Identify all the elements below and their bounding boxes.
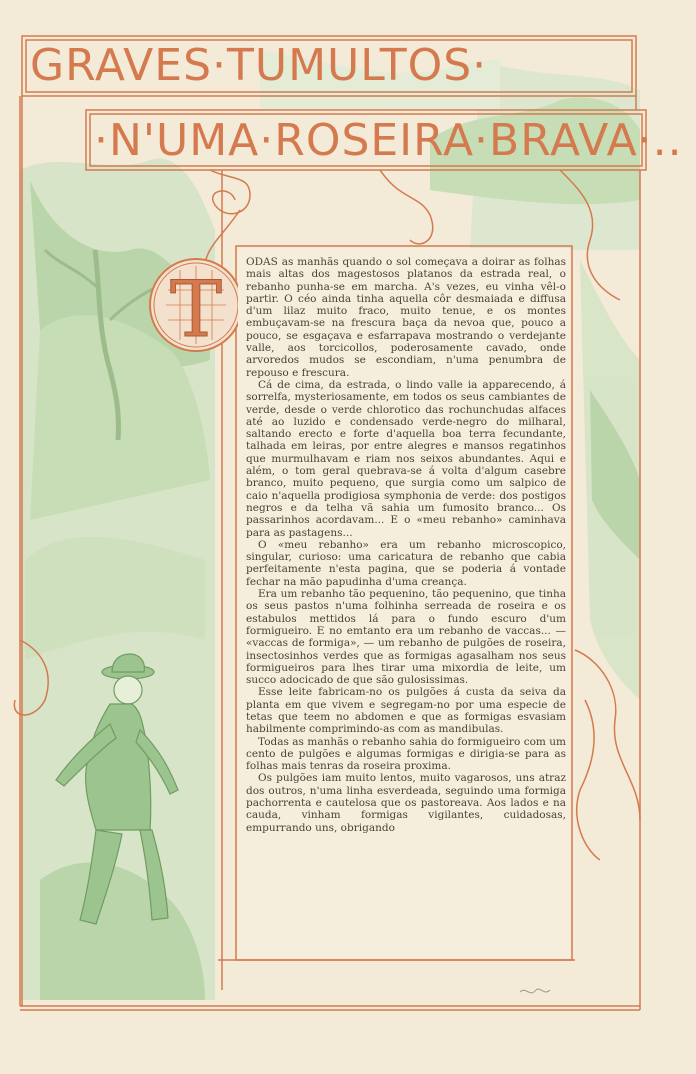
paragraph-5: Esse leite fabricam-no os pulgões á custa da seiva da planta em que vivem e segregam-no por uma especie de tetas que teem no abdomen e que as formigas esvasiam habilmente comprimindo-as com as mandibulas. (246, 686, 566, 736)
paragraph-1: ODAS as manhãs quando o sol começava a doirar as folhas mais altas dos magestosos platanos da estrada real, o rebanho punha-se em marcha. A's vezes, eu vinha vêl-o partir. O céo ainda tinha aquella côr desmaiada e diffusa d'um lilaz muito fraco, muito tenue, e os montes embuçavam-se na frescura baça da nevoa que, pouco a pouco, se esgaçava e esfarrapava mostrando o verdejante valle, aos torcicollos, poderosamente cavado, onde arvoredos mudos se escondiam, n'uma penumbra de repouso e frescura. (246, 256, 566, 379)
title-line-2: ·N'UMA·ROSEIRA·BRAVA·.. (94, 115, 683, 166)
artist-signature (520, 989, 550, 993)
drop-cap-T (150, 260, 242, 356)
paragraph-3: O «meu rebanho» era um rebanho microscopico, singular, curioso: uma caricatura de rebanho que cabia perfeitamente n'esta pagina, que se poderia á vontade fechar na mão papudinha d'uma creança. (246, 538, 566, 588)
article-body (246, 256, 566, 956)
paragraph-2: Cá de cima, da estrada, o lindo valle ia apparecendo, á sorrelfa, mysteriosamente, em todos os seus cambiantes de verde, desde o verde chlorotico das rochunchudas alfaces até ao luzido e condensado verde-negro do milharal, saltando erecto e forte d'aquella boa terra fecundante, talhada em leiras, por entre alegres e mansos regatinhos que murmulhavam e riam nos seixos abundantes. Aqui e além, o tom geral quebrava-se á volta d'algum casebre branco, muito pequeno, que surgia como um salpico de caio n'aquella prodigiosa symphonia de verde: dos postigos negros e da telha vã sahia um fumosito branco... Os passarinhos acordavam... E o «meu rebanho» caminhava para as pastagens... (246, 378, 566, 539)
paragraph-6: Todas as manhãs o rebanho sahia do formigueiro com um cento de pulgões e algumas formigas e dirigia-se para as folhas mais tenras da roseira proxima. (246, 735, 566, 773)
title-line-1: GRAVES·TUMULTOS· (30, 40, 488, 91)
drop-cap-letter: T (169, 265, 223, 355)
paragraph-4: Era um rebanho tão pequenino, tão pequenino, que tinha os seus pastos n'uma folhinha serreada de roseira e os estabulos mettidos lá para o fundo escuro d'um formigueiro. E no emtanto era um rebanho de vaccas... — «vaccas de formiga», — um rebanho de pulgões de roseira, insectosinhos verdes que as formigas agasalham nos seus formigueiros para lhes tirar uma mixordia de leite, um succo adocicado de que são gulosissimas. (246, 588, 566, 687)
paragraph-7: Os pulgões iam muito lentos, muito vagarosos, uns atraz dos outros, n'uma linha esverdeada, seguindo uma formiga pachorrenta e cautelosa que os pastoreava. Aos lados e na cauda, vinham formigas vigilantes, cuidadosas, empurrando uns, obrigando (246, 772, 566, 834)
